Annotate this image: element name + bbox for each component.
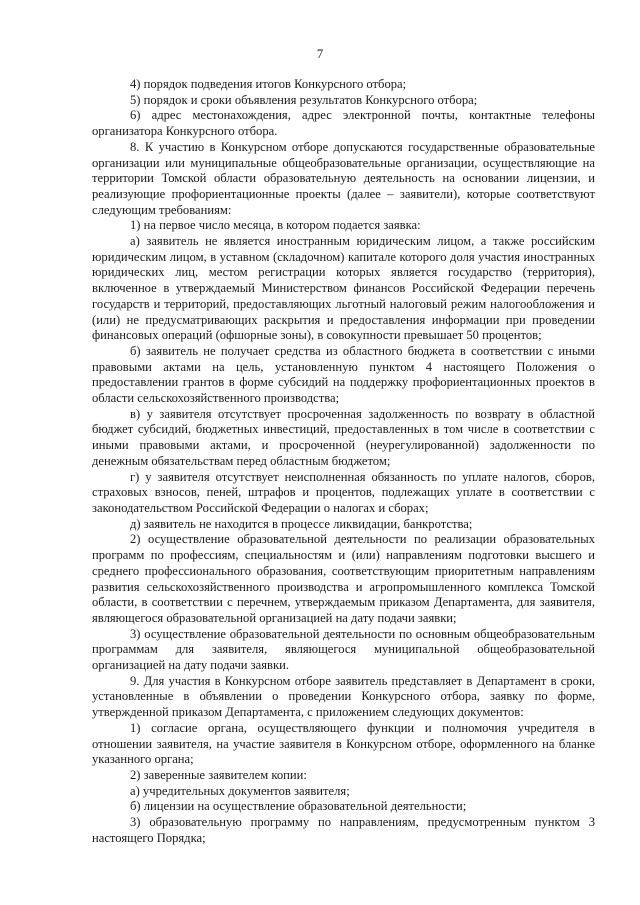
paragraph: а) заявитель не является иностранным юридическим лицом, а также российским юридическим лицом, в уставном (складочном) капитале которого доля участия иностранных юридических лиц, местом регистрации которых является государство (территория), включенное в утверждаемый Министерством финансов Российской Федерации перечень государств и территорий, предоставляющих льготный налоговый режим налогообложения и (или) не предусматривающих раскрытия и предоставления информации при проведении финансовых операций (офшорные зоны), в совокупности превышает 50 процентов; [92, 234, 595, 343]
paragraph: 4) порядок подведения итогов Конкурсного отбора; [130, 77, 407, 91]
paragraph: 8. К участию в Конкурсном отборе допускаются государственные образовательные организации или муниципальные общеобразовательные организации, осуществляющие на территории Томской области образовательную деятельность на основании лицензии, и реализующие профориентационные проекты (далее – заявители), которые соответствуют следующим требованиям: [92, 139, 595, 217]
paragraph: д) заявитель не находится в процессе ликвидации, банкротства; [130, 516, 473, 531]
paragraph: 6) адрес местонахождения, адрес электронной почты, контактные телефоны организатора Конкурсного отбора. [92, 108, 595, 139]
paragraph: б) заявитель не получает средства из областного бюджета в соответствии с иными правовыми актами на цель, установленную пунктом 4 настоящего Положения о предоставлении грантов в форме субсидий на поддержку профориентационных проектов в области сельскохозяйственного производства; [92, 343, 595, 406]
paragraph: 5) порядок и сроки объявления результатов Конкурсного отбора; [130, 92, 478, 107]
paragraph: 2) заверенные заявителем копии: [130, 767, 307, 782]
paragraph: 3) осуществление образовательной деятельности по основным общеобразовательным программам для заявителя, являющегося муниципальной общеобразовательной организацией на дату подачи заявки. [92, 626, 595, 673]
paragraph: 1) на первое число месяца, в котором подается заявка: [130, 218, 421, 233]
paragraph: 9. Для участия в Конкурсном отборе заявитель представляет в Департамент в сроки, установленные в объявлении о проведении Конкурсного отбора, заявку по форме, утвержденной приказом Департамента, с приложением следующих документов: [92, 673, 595, 720]
paragraph: б) лицензии на осуществление образовательной деятельности; [130, 799, 467, 814]
paragraph: 3) образовательную программу по направлениям, предусмотренным пунктом 3 настоящего Порядка; [92, 815, 595, 845]
page-number: 7 [316, 47, 324, 61]
paragraph: 1) согласие органа, осуществляющего функции и полномочия учредителя в отношении заявителя, на участие заявителя в Конкурсном отборе, оформленного на бланке указанного органа; [92, 720, 595, 767]
paragraph: в) у заявителя отсутствует просроченная задолженность по возврату в областной бюджет субсидий, бюджетных инвестиций, предоставленных в том числе в соответствии с иными правовыми актами, и просроченной (неурегулированной) задолженности по денежным обязательствам перед областным бюджетом; [92, 406, 595, 468]
document-body [92, 77, 595, 846]
paragraph: 2) осуществление образовательной деятельности по реализации образовательных программ по профессиям, специальностям и (или) направлениям подготовки высшего и среднего профессионального образования, соответствующим приоритетным направлениям развития сельскохозяйственного производства и агропромышленного комплекса Томской области, в соответствии с перечнем, утверждаемым приказом Департамента, для заявителя, являющегося образовательной организацией на дату подачи заявки; [92, 532, 595, 625]
paragraph: а) учредительных документов заявителя; [130, 783, 350, 798]
paragraph: г) у заявителя отсутствует неисполненная обязанность по уплате налогов, сборов, страховых взносов, пеней, штрафов и процентов, подлежащих уплате в соответствии с законодательством Российской Федерации о налогах и сборах; [92, 469, 595, 515]
